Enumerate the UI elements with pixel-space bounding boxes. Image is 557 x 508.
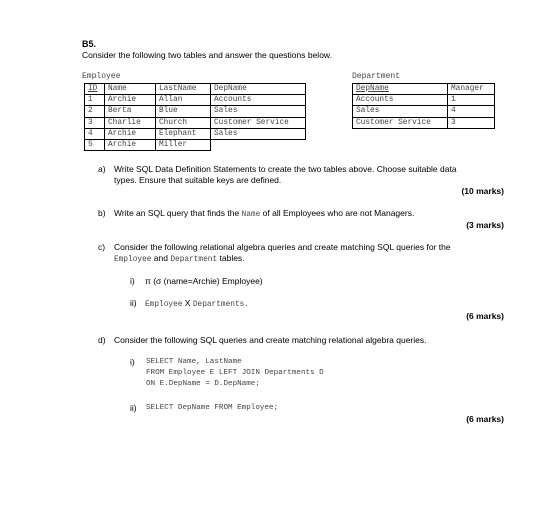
question-c-i-label: i) — [130, 276, 135, 286]
table-cell: 1 — [448, 95, 495, 106]
question-a-line1: Write SQL Data Definition Statements to create the two tables above. Choose suitable data — [114, 164, 457, 174]
question-d-line1: Consider the following SQL queries and create matching relational algebra queries. — [114, 335, 427, 345]
table-cell: Allan — [156, 95, 211, 106]
question-d-letter: d) — [98, 335, 106, 345]
question-d-i-code-line1: SELECT Name, LastName — [146, 358, 242, 366]
question-c-ii-label: ii) — [130, 298, 137, 308]
table-header-cell: Manager — [448, 84, 495, 95]
table-row — [85, 139, 306, 150]
question-d-ii-code-line1: SELECT DepName FROM Employee; — [146, 404, 279, 412]
question-c-marks: (6 marks) — [466, 311, 504, 321]
table-cell: Customer Service — [211, 117, 306, 128]
table-cell: Blue — [156, 106, 211, 117]
table-row — [85, 117, 306, 128]
question-d-i-code-line2: FROM Employee E LEFT JOIN Departments D — [146, 369, 324, 377]
table-row — [85, 95, 306, 106]
question-c-code1: Employee — [114, 256, 152, 264]
question-c-code2: Department — [170, 256, 218, 264]
table-cell — [211, 139, 306, 150]
intro-text: Consider the following two tables and answer the questions below. — [82, 50, 332, 60]
table-cell: Accounts — [211, 95, 306, 106]
question-c-line1: Consider the following relational algebra queries and create matching SQL queries for the — [114, 242, 451, 252]
table-cell: Customer Service — [353, 117, 448, 128]
question-b-pre: Write an SQL query that finds the — [114, 208, 242, 218]
question-c-ii-code1: Employee — [145, 301, 183, 309]
table-cell: Charlie — [105, 117, 156, 128]
question-c-letter: c) — [98, 242, 106, 252]
table-cell: Sales — [211, 128, 306, 139]
question-d-i-code-line3: ON E.DepName = D.DepName; — [146, 380, 260, 388]
question-b-letter: b) — [98, 208, 106, 218]
question-b-text — [114, 208, 414, 219]
question-b-post: of all Employees who are not Managers. — [260, 208, 415, 218]
question-b-marks: (3 marks) — [466, 220, 504, 230]
employee-table — [84, 83, 306, 151]
question-a-line2: types. Ensure that suitable keys are defined. — [114, 175, 282, 185]
question-heading: B5. — [82, 39, 97, 49]
question-d-ii-label: ii) — [130, 403, 137, 413]
department-table — [352, 83, 495, 129]
table-cell: Archie — [105, 128, 156, 139]
table-header-cell: Name — [105, 84, 156, 95]
table-cell: Berta — [105, 106, 156, 117]
question-c-ii-x: X — [182, 298, 193, 308]
primary-key-label: DepName — [356, 85, 389, 94]
employee-table-caption: Employee — [82, 72, 121, 81]
question-c-tail: tables. — [217, 253, 245, 263]
table-row — [353, 106, 495, 117]
table-header-cell — [85, 84, 105, 95]
table-header-row — [85, 84, 306, 95]
table-cell: 1 — [85, 95, 105, 106]
table-row — [85, 128, 306, 139]
question-c-i-text: π (σ (name=Archie) Employee) — [145, 276, 263, 286]
question-c-and: and — [151, 253, 171, 263]
question-c-ii-text — [145, 298, 249, 309]
table-cell: 5 — [85, 139, 105, 150]
question-a-letter: a) — [98, 164, 106, 174]
table-cell: Church — [156, 117, 211, 128]
department-table-caption: Department — [352, 72, 401, 81]
table-row — [85, 106, 306, 117]
table-row — [353, 117, 495, 128]
question-d-marks: (6 marks) — [466, 414, 504, 424]
question-d-i-label: i) — [130, 357, 135, 367]
question-c-ii-code2: Departments. — [192, 301, 249, 309]
table-cell: 3 — [85, 117, 105, 128]
table-row — [353, 95, 495, 106]
table-header-cell: LastName — [156, 84, 211, 95]
table-cell: 4 — [85, 128, 105, 139]
primary-key-label: ID — [88, 85, 98, 94]
table-cell: Sales — [211, 106, 306, 117]
table-header-cell — [353, 84, 448, 95]
table-cell: Archie — [105, 95, 156, 106]
table-header-row — [353, 84, 495, 95]
question-b-code: Name — [241, 211, 261, 219]
question-a-marks: (10 marks) — [461, 186, 504, 196]
table-cell: 3 — [448, 117, 495, 128]
table-cell: Elephant — [156, 128, 211, 139]
table-cell: 2 — [85, 106, 105, 117]
table-cell: 4 — [448, 106, 495, 117]
question-c-line2 — [114, 253, 245, 264]
table-cell: Archie — [105, 139, 156, 150]
table-cell: Miller — [156, 139, 211, 150]
table-cell: Accounts — [353, 95, 448, 106]
table-cell: Sales — [353, 106, 448, 117]
table-header-cell: DepName — [211, 84, 306, 95]
